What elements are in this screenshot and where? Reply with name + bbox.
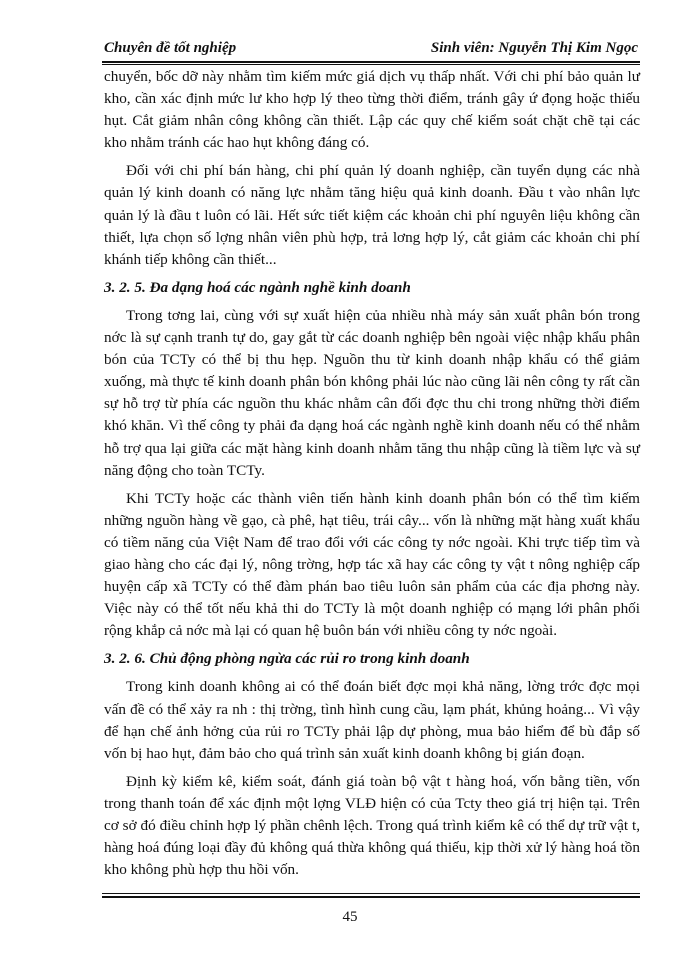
section-heading-3-2-5: 3. 2. 5. Đa dạng hoá các ngành nghề kinh doanh (104, 278, 411, 296)
header-rule (102, 61, 640, 63)
paragraph-6: Định kỳ kiểm kê, kiểm soát, đánh giá toàn bộ vật t hàng hoá, vốn bằng tiền, vốn trong thanh toán để xác định một lợng VLĐ hiện có của Tcty theo giá trị hiện tại. Trên cơ sở đó điều chỉnh hợp lý phần chênh lệch. Trong quá trình kiểm kê có thể dự trữ vật t, hàng hoá đúng loại đầy đủ không quá thừa không quá thiếu, kịp thời xử lý hàng hoá tồn kho không phù hợp thu hồi vốn. (104, 772, 640, 879)
section-heading-3-2-6: 3. 2. 6. Chủ động phòng ngừa các rủi ro trong kinh doanh (104, 650, 470, 668)
header-title: Chuyên đề tốt nghiệp (104, 40, 237, 56)
paragraph-3: Trong tơng lai, cùng với sự xuất hiện của nhiều nhà máy sản xuất phân bón trong nớc là sự cạnh tranh tự do, gay gắt từ các doanh nghiệp bên ngoài việc nhập khẩu phân bón của TCTy có thể bị thu hẹp. Nguồn thu từ kinh doanh nhập khẩu có thể giảm xuống, mà thực tế kinh doanh phân bón không phải lúc nào cũng lãi nên công ty rất cần sự hỗ trợ từ phía các nguồn thu khác nhằm cân đối đợc thu chi trong những thời điểm khó khăn. Vì thế công ty phải đa dạng hoá các ngành nghề kinh doanh nếu có thể nhằm hỗ trợ qua lại giữa các mặt hàng kinh doanh nhằm tăng thu nhập cũng là tiềm lực và sự năng động cho toàn TCTy. (104, 306, 640, 479)
paragraph-2: Đối với chi phí bán hàng, chi phí quản lý doanh nghiệp, cần tuyển dụng các nhà quản lý kinh doanh có năng lực nhằm tăng hiệu quả kinh doanh. Đầu t vào nhân lực quản lý là đầu t luôn có lãi. Hết sức tiết kiệm các khoản chi phí nguyên liệu không cần thiết, lựa chọn số lợng nhân viên phù hợp, trả lơng hợp lý, cắt giảm các khoản chi phí khánh tiếp không cần thiết... (104, 162, 640, 268)
paragraph-5: Trong kinh doanh không ai có thể đoán biết đợc mọi khả năng, lờng trớc đợc mọi vấn đề có thể xảy ra nh : thị trờng, tình hình cung cầu, lạm phát, khủng hoảng... Vì vậy để hạn chế ảnh hởng của rủi ro TCTy phải lập dự phòng, mua bảo hiểm để bù đắp số vốn bị hao hụt, đảm bảo cho quá trình sản xuất kinh doanh không bị gián đoạn. (104, 678, 640, 762)
header-rule-thin (102, 64, 640, 65)
footer-rule-thin (102, 893, 640, 894)
footer-rule (102, 896, 640, 898)
page-header (104, 40, 638, 57)
paragraph-4: Khi TCTy hoặc các thành viên tiến hành kinh doanh phân bón có thể tìm kiếm những nguồn hàng về gạo, cà phê, hạt tiêu, trái cây... vốn là những mặt hàng xuất khẩu có tiềm năng của Việt Nam để trao đổi với các công ty nớc ngoài. Khi trực tiếp tìm và giao hàng cho các đại lý, nông trờng, hợp tác xã hay các công ty vật t nông nghiệp cấp huyện cấp xã TCTy có thể đàm phán bao tiêu luôn sản phẩm của các địa phơng này. Việc này có thể tốt nếu khả thi do TCTy là một doanh nghiệp có mạng lới phân phối rộng khắp cả nớc mà lại có quan hệ buôn bán với nhiều công ty nớc ngoài. (104, 489, 640, 640)
document-body (104, 66, 640, 881)
header-author: Sinh viên: Nguyễn Thị Kim Ngọc (430, 40, 638, 56)
page-number: 45 (342, 909, 358, 925)
paragraph-1: chuyển, bốc dỡ này nhằm tìm kiếm mức giá dịch vụ thấp nhất. Với chi phí bảo quản lư kho, cần xác định mức lư kho hợp lý theo từng thời điểm, tránh gây ứ đọng hoặc thiếu hụt. Cắt giảm nhân công không cần thiết. Lập các quy chế kiểm soát chặt chẽ tại các kho nhằm tránh các hao hụt không đáng có. (104, 68, 640, 152)
